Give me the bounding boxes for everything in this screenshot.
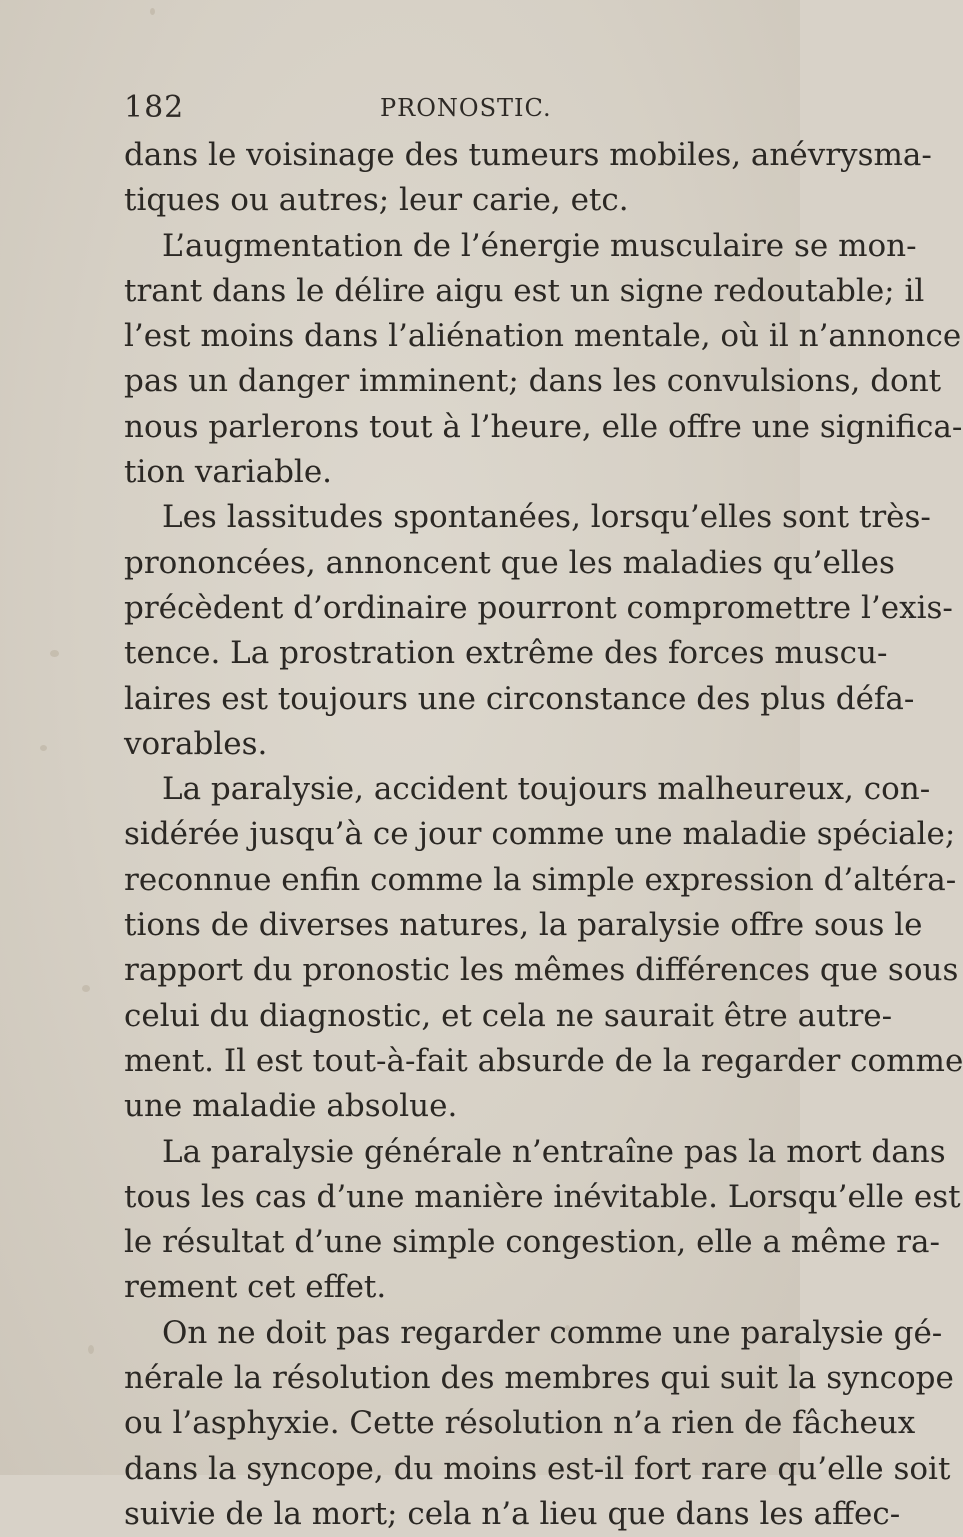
paper-stain	[82, 985, 90, 992]
text-line: sidérée jusqu’à ce jour comme une maladie spéciale;	[124, 816, 956, 853]
text-line: l’est moins dans l’aliénation mentale, où il n’annonce	[124, 318, 962, 355]
paper-stain	[50, 650, 59, 657]
text-line: nous parlerons tout à l’heure, elle offre une significa-	[124, 408, 963, 445]
text-line: celui du diagnostic, et cela ne saurait être autre-	[124, 997, 893, 1034]
page-header	[118, 80, 718, 130]
text-line: On ne doit pas regarder comme une paralysie gé-	[162, 1314, 943, 1351]
text-line: La paralysie, accident toujours malheureux, con-	[162, 771, 931, 808]
text-line: laires est toujours une circonstance des plus défa-	[124, 680, 915, 717]
text-line: pas un danger imminent; dans les convulsions, dont	[124, 363, 942, 400]
text-line: tence. La prostration extrême des forces muscu-	[124, 635, 888, 672]
text-line: Les lassitudes spontanées, lorsqu’elles sont très-	[162, 499, 931, 536]
text-line: dans le voisinage des tumeurs mobiles, anévrysma-	[124, 137, 932, 173]
text-line: rapport du pronostic les mêmes différences que sous	[124, 952, 959, 989]
paper-stain	[88, 1345, 94, 1354]
text-line: reconnue enfin comme la simple expression d’altéra-	[124, 861, 957, 898]
text-line: vorables.	[124, 725, 268, 762]
text-line: ment. Il est tout-à-fait absurde de la regarder comme	[124, 1042, 963, 1079]
text-line: nérale la résolution des membres qui suit la syncope	[124, 1360, 954, 1397]
text-line: une maladie absolue.	[124, 1088, 458, 1125]
text-line: prononcées, annoncent que les maladies qu’elles	[124, 544, 895, 581]
body-text	[124, 133, 963, 1537]
text-line: tion variable.	[124, 454, 333, 491]
page-number: 182	[124, 90, 185, 125]
text-line: précèdent d’ordinaire pourront compromettre l’exis-	[124, 589, 953, 626]
text-line: tiques ou autres; leur carie, etc.	[124, 182, 629, 219]
text-line: La paralysie générale n’entraîne pas la mort dans	[162, 1133, 946, 1170]
text-line: tous les cas d’une manière inévitable. Lorsqu’elle est	[124, 1178, 961, 1215]
paper-stain	[150, 8, 155, 15]
text-line: suivie de la mort; cela n’a lieu que dans les affec-	[124, 1495, 901, 1532]
text-line: tions de diverses natures, la paralysie offre sous le	[124, 907, 923, 944]
text-line: le résultat d’une simple congestion, elle a même ra-	[124, 1224, 940, 1261]
text-line: L’augmentation de l’énergie musculaire se mon-	[162, 227, 917, 264]
running-title: PRONOSTIC.	[380, 94, 552, 122]
text-line: trant dans le délire aigu est un signe redoutable; il	[124, 272, 925, 309]
text-line: ou l’asphyxie. Cette résolution n’a rien de fâcheux	[124, 1405, 916, 1442]
text-line: dans la syncope, du moins est-il fort rare qu’elle soit	[124, 1450, 951, 1487]
paper-stain	[40, 745, 47, 751]
text-line: rement cet effet.	[124, 1269, 387, 1306]
